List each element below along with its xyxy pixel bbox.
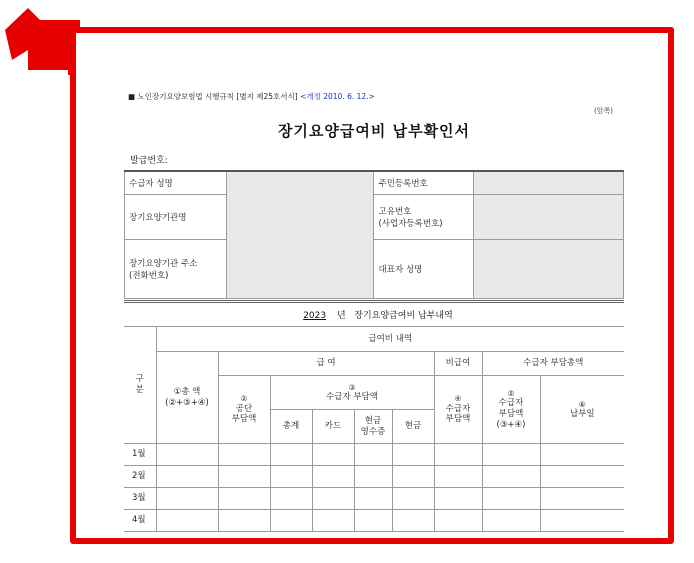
total-amount-formula: (②+③+④)	[165, 397, 209, 408]
month-label: 2월	[124, 466, 156, 488]
recipient-total-header: 수급자 부담총액	[482, 352, 624, 376]
institution-name-label: 장기요양기관명	[125, 195, 227, 240]
payment-date-header	[540, 376, 624, 444]
recipient-name-value	[226, 171, 374, 299]
form-header-note	[128, 91, 375, 102]
resident-number-value	[474, 171, 624, 195]
benefit-detail-header: 급여비 내역	[156, 327, 624, 352]
col4-number: ④	[454, 394, 462, 404]
non-benefit-header: 비급여	[434, 352, 482, 376]
document-page	[124, 0, 624, 563]
col2-label: 공단 부담액	[231, 403, 257, 425]
year-value: 2023	[303, 311, 327, 321]
col5-number: ⑤	[507, 388, 515, 398]
division-header: 구 분	[124, 327, 156, 444]
institution-address-label: 장기요양기관 주소 (전화번호)	[125, 240, 227, 299]
col4-label: 수급자 부담액	[445, 403, 471, 425]
recipient-sum-header	[482, 376, 540, 444]
month-label: 3월	[124, 488, 156, 510]
detail-title: 장기요양급여비 납부내역	[354, 311, 453, 321]
col5-label: 수급자 부담액 (③+④)	[496, 398, 526, 430]
unique-number-label: 고유번호 (사업자등록번호)	[374, 195, 474, 240]
unique-number-value	[474, 195, 624, 240]
table-row	[124, 444, 624, 466]
col3-number: ③	[348, 382, 356, 392]
issue-number-label: 발급번호:	[130, 156, 168, 166]
payment-detail-heading	[124, 300, 624, 329]
resident-number-label: 주민등록번호	[374, 171, 474, 195]
sub-total-header: 총계	[270, 410, 312, 444]
table-row	[124, 488, 624, 510]
col2-number: ②	[240, 394, 248, 404]
col6-number: ⑥	[578, 399, 586, 409]
month-label: 4월	[124, 510, 156, 532]
col3-label: 수급자 부담액	[326, 391, 378, 402]
total-amount-header	[156, 352, 218, 444]
representative-label: 대표자 성명	[374, 240, 474, 299]
col6-label: 납부일	[569, 408, 595, 419]
page-side-label: (앞쪽)	[594, 107, 613, 115]
recipient-name-label: 수급자 성명	[125, 171, 227, 195]
table-row	[124, 466, 624, 488]
sub-cash-header: 현금	[392, 410, 434, 444]
form-reference: ■ 노인장기요양보험법 시행규칙 [별지 제25호서식]	[128, 92, 298, 101]
revision-date: <개정 2010. 6. 12.>	[300, 92, 375, 101]
recipient-share-header	[270, 376, 434, 410]
representative-value	[474, 240, 624, 299]
table-row	[124, 510, 624, 532]
recipient-info-table	[124, 170, 624, 299]
year-unit: 년	[336, 311, 346, 321]
document-title: 장기요양급여비 납부확인서	[277, 122, 471, 140]
non-benefit-share-header	[434, 376, 482, 444]
total-amount-label: ①총 액	[173, 386, 201, 397]
sub-cash-receipt-header: 현금 영수증	[354, 410, 392, 444]
benefit-header: 급 여	[218, 352, 434, 376]
month-label: 1월	[124, 444, 156, 466]
public-share-header	[218, 376, 270, 444]
sub-card-header: 카드	[312, 410, 354, 444]
payment-detail-table	[124, 326, 624, 532]
